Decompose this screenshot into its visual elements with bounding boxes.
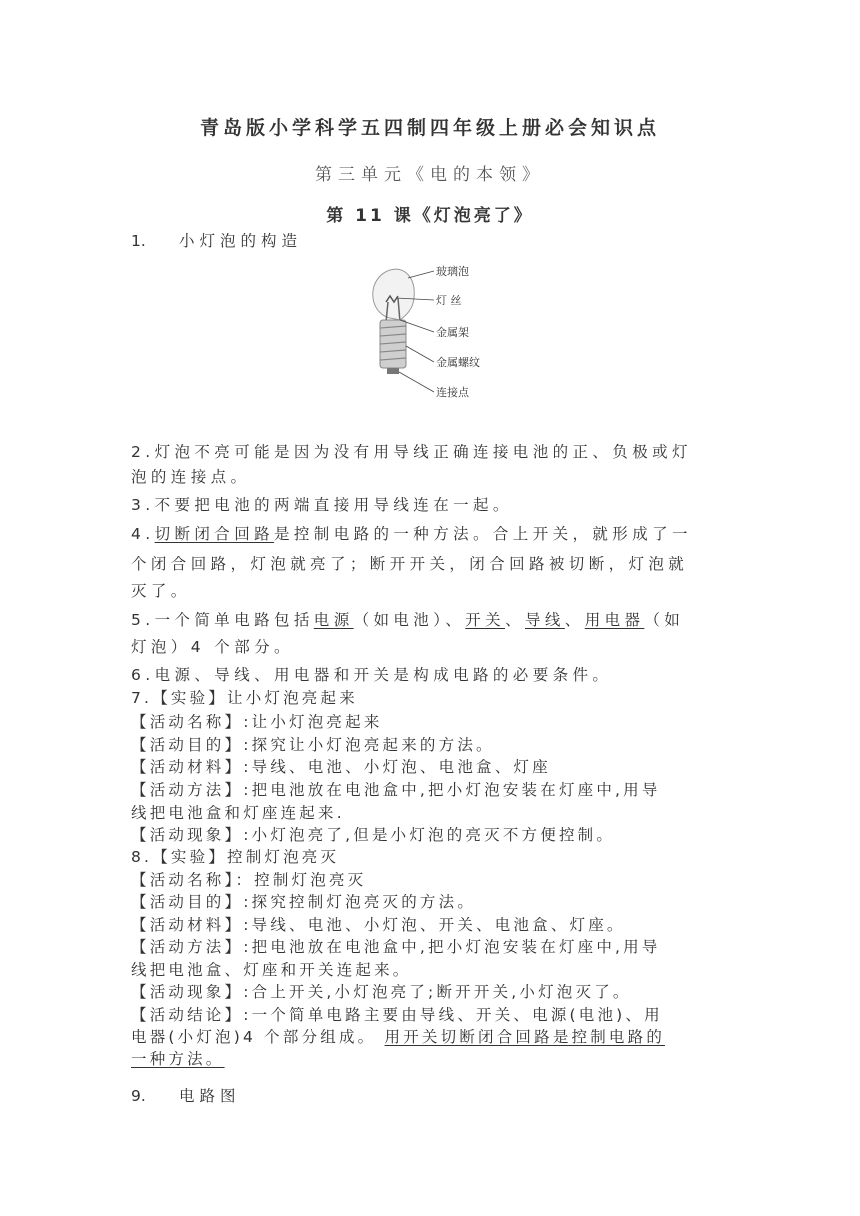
- section-9-text: 电路图: [179, 1087, 241, 1105]
- leader-line-1: [408, 271, 434, 278]
- conclusion-underlined-1: 用开关切断闭合回路是控制电路的: [384, 1028, 666, 1046]
- experiment-8-name: 【活动名称】：控制灯泡亮灭: [131, 871, 367, 889]
- leader-line-5: [399, 372, 434, 392]
- experiment-8-method-1: 【活动方法】:把电池放在电池盒中,把小灯泡安装在灯座中,用导: [131, 938, 661, 956]
- label-contact-point: 连接点: [436, 386, 469, 399]
- experiment-8-materials: 【活动材料】:导线、电池、小灯泡、开关、电池盒、灯座。: [131, 916, 626, 934]
- point-5-line-1: [131, 608, 684, 630]
- experiment-7-phenomenon: 【活动现象】:小灯泡亮了,但是小灯泡的亮灭不方便控制。: [131, 826, 616, 844]
- point-5-appliance: 用电器: [584, 611, 645, 629]
- experiment-7-title: 7.【实验】让小灯泡亮起来: [131, 689, 358, 707]
- bulb-diagram: [360, 258, 510, 408]
- document-title: 青岛版小学科学五四制四年级上册必会知识点: [199, 117, 660, 139]
- section-1-number: 1.: [131, 232, 146, 250]
- point-5-text-1: （如电池）、: [353, 611, 466, 629]
- point-4-line-2: 个闭合回路，灯泡就亮了；断开开关，闭合回路被切断，灯泡就: [131, 555, 689, 573]
- experiment-8-goal: 【活动目的】:探究控制灯泡亮灭的方法。: [131, 893, 477, 911]
- section-9-heading: [131, 1084, 241, 1106]
- point-2-line-1: 2.灯泡不亮可能是因为没有用导线正确连接电池的正、负极或灯: [131, 443, 692, 461]
- section-9-number: 9.: [131, 1087, 146, 1105]
- point-4-prefix: 4.: [131, 525, 155, 543]
- bulb-structure-figure: [360, 258, 510, 408]
- label-metal-support: 金属架: [436, 326, 469, 339]
- section-1-heading: [131, 229, 302, 251]
- experiment-8-conclusion-2: [131, 1025, 665, 1047]
- experiment-7-goal: 【活动目的】:探究让小灯泡亮起来的方法。: [131, 736, 495, 754]
- leader-line-4: [406, 346, 434, 362]
- point-5-switch: 开关: [465, 611, 506, 629]
- experiment-8-title: 8.【实验】控制灯泡亮灭: [131, 848, 340, 866]
- point-5-text-4: （如: [644, 611, 685, 629]
- label-glass-bulb: 玻璃泡: [436, 265, 469, 278]
- label-metal-thread: 金属螺纹: [436, 356, 480, 369]
- point-5-text-3: 、: [564, 611, 585, 629]
- point-3: 3.不要把电池的两端直接用导线连在一起。: [131, 496, 513, 514]
- experiment-8-phenomenon: 【活动现象】:合上开关,小灯泡亮了;断开开关,小灯泡灭了。: [131, 983, 632, 1001]
- conclusion-plain: 电器(小灯泡)4 个部分组成。: [131, 1028, 377, 1046]
- point-4-line-3: 灭了。: [131, 582, 191, 600]
- point-4-rest: 是控制电路的一种方法。合上开关，就形成了一: [274, 525, 692, 543]
- point-5-line-2: 灯泡）4 个部分。: [131, 638, 294, 656]
- unit-title: 第三单元《电的本领》: [315, 165, 545, 185]
- experiment-7-materials: 【活动材料】:导线、电池、小灯泡、电池盒、灯座: [131, 758, 551, 776]
- experiment-7-method-2: 线把电池盒和灯座连起来.: [131, 804, 345, 822]
- point-6: 6.电源、导线、用电器和开关是构成电路的必要条件。: [131, 666, 613, 684]
- point-4-underlined: 切断闭合回路: [154, 525, 274, 543]
- point-5-power: 电源: [313, 611, 354, 629]
- point-5-prefix: 5.一个简单电路包括: [131, 611, 314, 629]
- contact-point-shape: [387, 368, 399, 374]
- point-2-line-2: 泡的连接点。: [131, 468, 251, 486]
- point-5-wire: 导线: [524, 611, 565, 629]
- point-5-text-2: 、: [505, 611, 525, 629]
- experiment-8-method-2: 线把电池盒、灯座和开关连起来。: [131, 961, 412, 979]
- lesson-title: 第 11 课《灯泡亮了》: [326, 206, 534, 226]
- experiment-7-name: 【活动名称】:让小灯泡亮起来: [131, 713, 383, 731]
- experiment-8-conclusion-3: 一种方法。: [131, 1050, 225, 1068]
- point-4-line-1: [131, 522, 692, 544]
- experiment-8-conclusion-1: 【活动结论】:一个简单电路主要由导线、开关、电源(电池)、用: [131, 1006, 663, 1024]
- experiment-7-method-1: 【活动方法】:把电池放在电池盒中,把小灯泡安装在灯座中,用导: [131, 781, 661, 799]
- label-filament: 灯 丝: [436, 294, 462, 307]
- glass-bulb-shape: [373, 269, 414, 320]
- section-1-text: 小灯泡的构造: [179, 232, 303, 250]
